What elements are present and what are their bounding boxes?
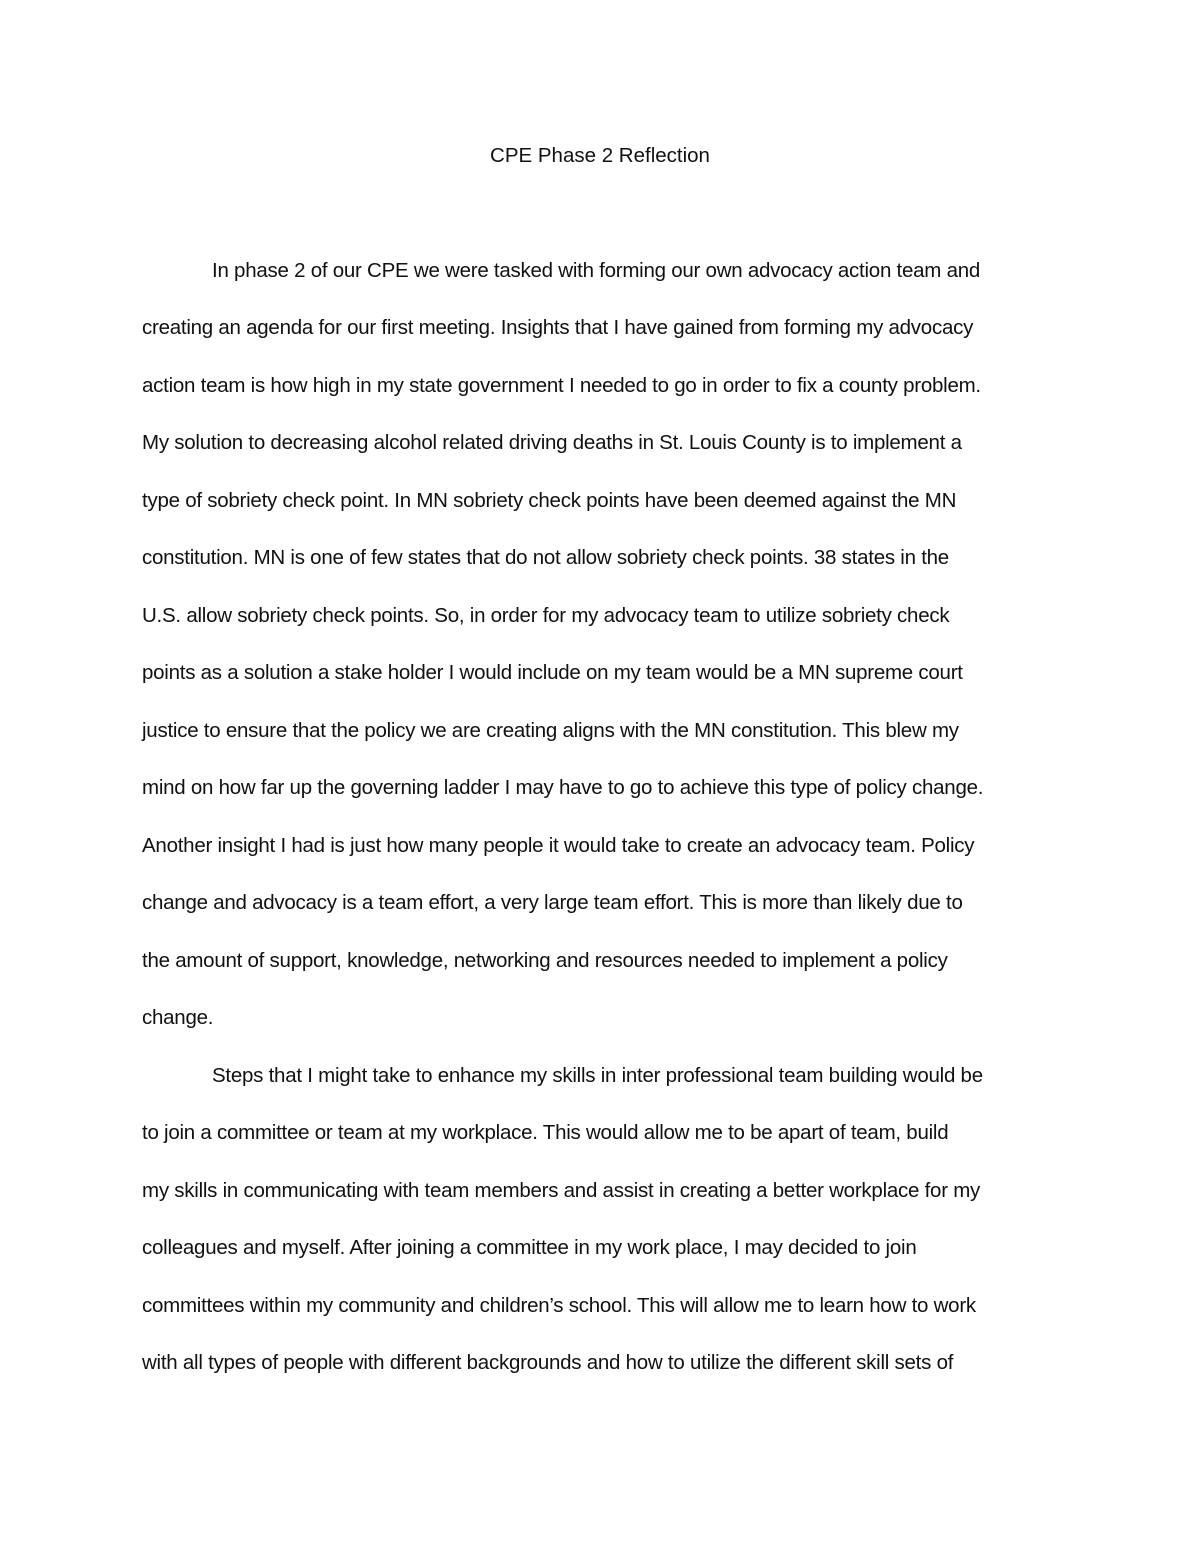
paragraph-1-line-4: My solution to decreasing alcohol related driving deaths in St. Louis County is to implement a [142, 431, 962, 454]
paragraph-1-line-1: In phase 2 of our CPE we were tasked with forming our own advocacy action team and [212, 259, 981, 282]
paragraph-1-line-12: change and advocacy is a team effort, a very large team effort. This is more than likely due to [142, 891, 963, 914]
paragraph-1-line-7: U.S. allow sobriety check points. So, in order for my advocacy team to utilize sobriety check [142, 604, 950, 627]
paragraph-1-line-2: creating an agenda for our first meeting. Insights that I have gained from forming my advocacy [142, 316, 974, 339]
document-title: CPE Phase 2 Reflection [490, 144, 710, 167]
paragraph-1-line-13: the amount of support, knowledge, networking and resources needed to implement a policy [142, 949, 948, 972]
paragraph-1-line-5: type of sobriety check point. In MN sobriety check points have been deemed against the MN [142, 489, 957, 512]
paragraph-1-line-9: justice to ensure that the policy we are creating aligns with the MN constitution. This blew my [142, 719, 959, 742]
paragraph-2-line-1: Steps that I might take to enhance my skills in inter professional team building would be [212, 1064, 983, 1087]
paragraph-2-line-5: committees within my community and children’s school. This will allow me to learn how to work [142, 1294, 976, 1317]
paragraph-1-line-14: change. [142, 1006, 214, 1029]
paragraph-1-line-11: Another insight I had is just how many people it would take to create an advocacy team. Policy [142, 834, 975, 857]
paragraph-1-line-8: points as a solution a stake holder I would include on my team would be a MN supreme court [142, 661, 963, 684]
paragraph-1-line-6: constitution. MN is one of few states that do not allow sobriety check points. 38 states in the [142, 546, 949, 569]
paragraph-2-line-6: with all types of people with different backgrounds and how to utilize the different skill sets of [142, 1351, 954, 1374]
paragraph-1-line-3: action team is how high in my state government I needed to go in order to fix a county problem. [142, 374, 981, 397]
paragraph-2-line-4: colleagues and myself. After joining a committee in my work place, I may decided to join [142, 1236, 917, 1259]
paragraph-2-line-3: my skills in communicating with team members and assist in creating a better workplace for my [142, 1179, 981, 1202]
paragraph-1-line-10: mind on how far up the governing ladder I may have to go to achieve this type of policy change. [142, 776, 984, 799]
paragraph-2-line-2: to join a committee or team at my workplace. This would allow me to be apart of team, build [142, 1121, 949, 1144]
